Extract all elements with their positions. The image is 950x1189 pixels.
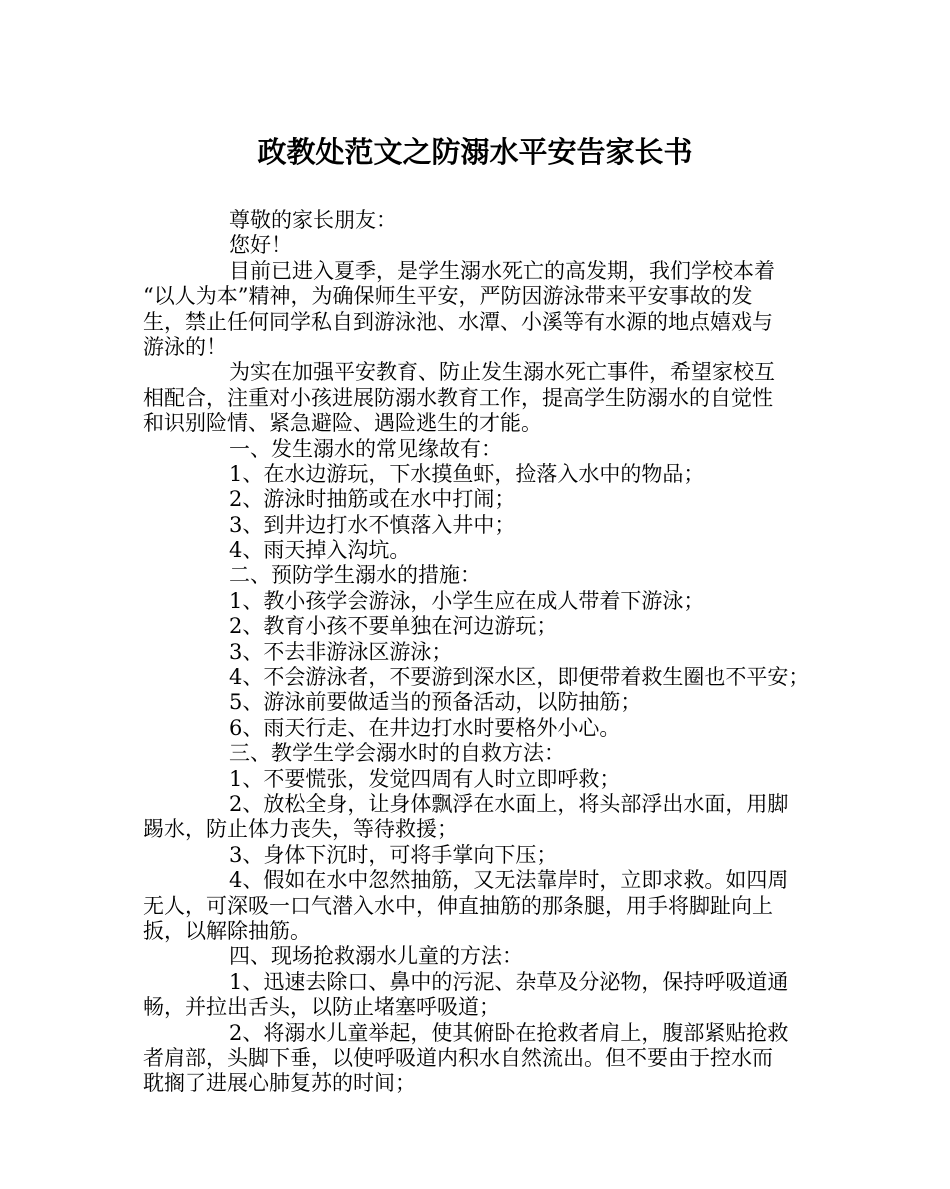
text-line: 相配合，注重对小孩进展防溺水教育工作，提高学生防溺水的自觉性 [143, 385, 773, 410]
text-line: 游泳的！ [143, 334, 227, 359]
text-line: 3、不去非游泳区游泳； [229, 639, 453, 664]
text-line: 和识别险情、紧急避险、遇险逃生的才能。 [143, 411, 542, 436]
text-line: 2、教育小孩不要单独在河边游玩； [229, 614, 558, 639]
text-line: 目前已进入夏季，是学生溺水死亡的高发期，我们学校本着 [229, 258, 775, 283]
text-line: 四、现场抢救溺水儿童的方法： [229, 944, 523, 969]
text-line: 2、放松全身，让身体飘浮在水面上，将头部浮出水面，用脚 [229, 791, 789, 816]
text-line: 生，禁止任何同学私自到游泳池、水潭、小溪等有水源的地点嬉戏与 [143, 309, 773, 334]
text-line: 4、假如在水中忽然抽筋，又无法靠岸时，立即求救。如四周 [229, 868, 789, 893]
text-line: 6、雨天行走、在井边打水时要格外小心。 [229, 715, 621, 740]
text-line: 三、教学生学会溺水时的自救方法： [229, 741, 565, 766]
text-line: 1、不要慌张，发觉四周有人时立即呼救； [229, 766, 621, 791]
document-title: 政教处范文之防溺水平安告家长书 [257, 135, 693, 169]
text-line: 扳，以解除抽筋。 [143, 918, 311, 943]
text-line: 1、在水边游玩，下水摸鱼虾，捡落入水中的物品； [229, 461, 705, 486]
text-line: 3、身体下沉时，可将手掌向下压； [229, 842, 558, 867]
text-line: 1、教小孩学会游泳，小学生应在成人带着下游泳； [229, 588, 705, 613]
document-body [143, 208, 815, 1097]
text-line: 者肩部，头脚下垂，以使呼吸道内积水自然流出。但不要由于控水而 [143, 1045, 773, 1070]
text-line: 尊敬的家长朋友： [229, 208, 397, 232]
text-line: 一、发生溺水的常见缘故有： [229, 436, 502, 461]
text-line: 4、雨天掉入沟坑。 [229, 538, 411, 563]
text-line: “以人为本”精神，为确保师生平安，严防因游泳带来平安事故的发 [143, 284, 753, 309]
text-line: 二、预防学生溺水的措施： [229, 563, 481, 588]
text-line: 您好！ [229, 233, 292, 258]
text-line: 4、不会游泳者，不要游到深水区，即便带着救生圈也不平安； [229, 665, 810, 690]
text-line: 耽搁了进展心肺复苏的时间； [143, 1071, 416, 1096]
text-line: 5、游泳前要做适当的预备活动，以防抽筋； [229, 690, 642, 715]
text-line: 无人，可深吸一口气潜入水中，伸直抽筋的那条腿，用手将脚趾向上 [143, 893, 773, 918]
text-line: 3、到井边打水不慎落入井中； [229, 512, 516, 537]
text-line: 畅，并拉出舌头，以防止堵塞呼吸道； [143, 995, 500, 1020]
text-line: 踢水，防止体力丧失，等待救援； [143, 817, 458, 842]
text-line: 2、将溺水儿童举起，使其俯卧在抢救者肩上，腹部紧贴抢救 [229, 1020, 789, 1045]
text-line: 为实在加强平安教育、防止发生溺水死亡事件，希望家校互 [229, 360, 775, 385]
text-line: 2、游泳时抽筋或在水中打闹； [229, 487, 516, 512]
text-line: 1、迅速去除口、鼻中的污泥、杂草及分泌物，保持呼吸道通 [229, 969, 789, 994]
